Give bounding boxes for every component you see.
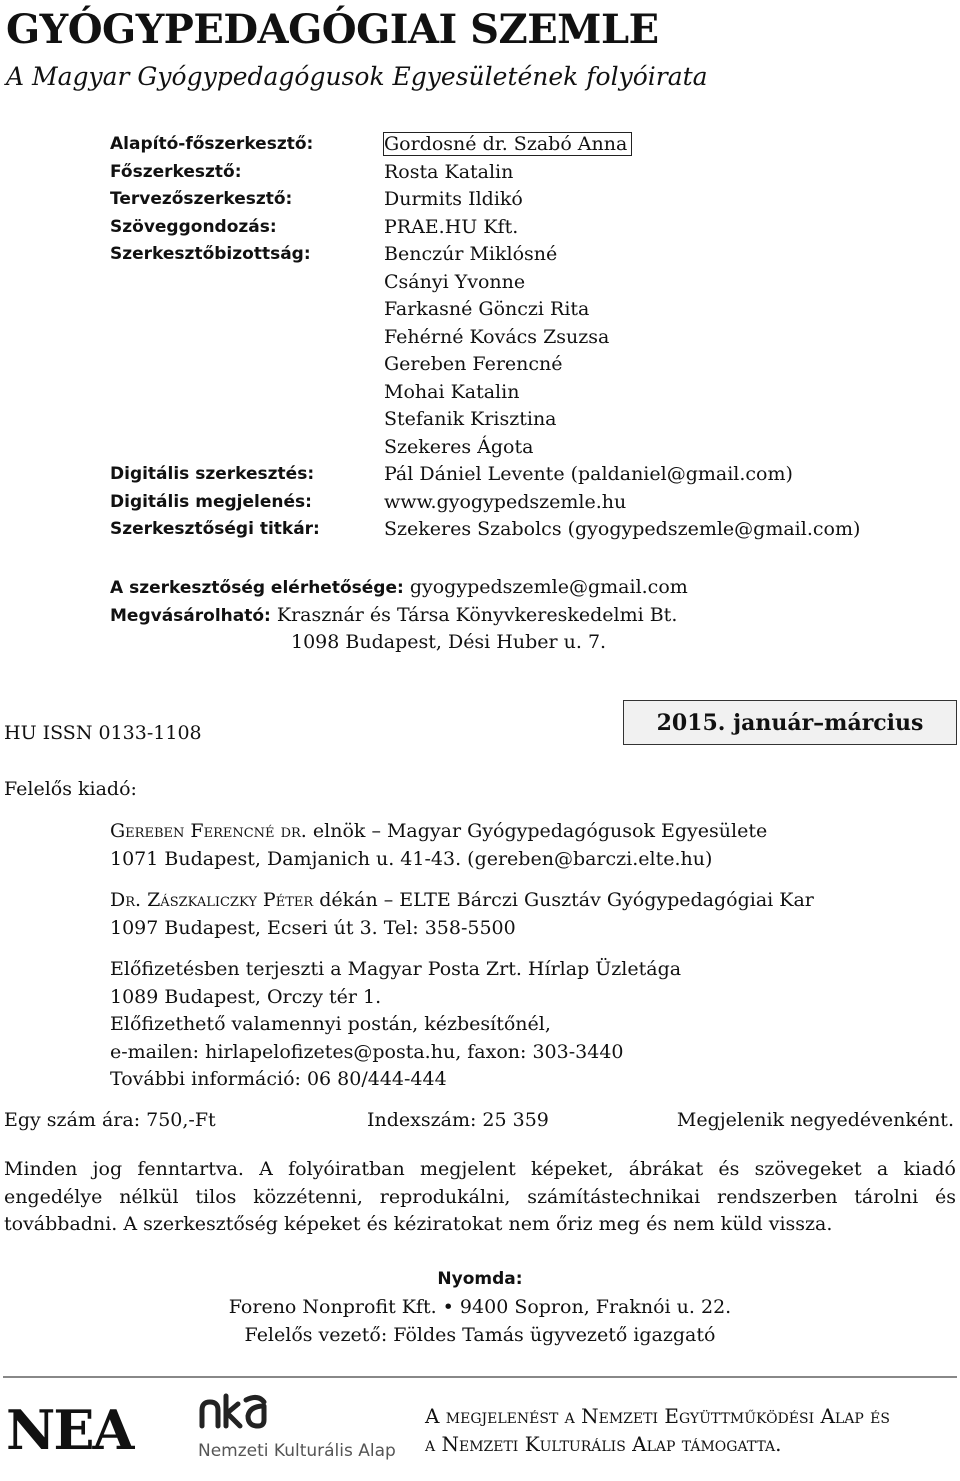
- publisher-1-role: elnök – Magyar Gyógypedagógusok Egyesülete: [312, 820, 768, 842]
- staff-values: [384, 131, 860, 544]
- staff-value: www.gyogypedszemle.hu: [384, 490, 627, 513]
- staff-label: Főszerkesztő:: [110, 161, 242, 182]
- price: Egy szám ára: 750,-Ft: [4, 1109, 216, 1131]
- journal-subtitle: A Magyar Gyógypedagógusok Egyesületének folyóirata: [6, 62, 708, 91]
- staff-label: Szöveggondozás:: [110, 216, 277, 237]
- nka-mark-icon: [202, 1396, 264, 1426]
- footer-divider: [3, 1376, 957, 1378]
- staff-value: Farkasné Gönczi Rita: [384, 298, 590, 320]
- staff-label: Digitális megjelenés:: [110, 491, 312, 512]
- staff-value: Benczúr Miklósné: [384, 243, 558, 265]
- staff-value: [384, 131, 860, 159]
- staff-label: [110, 406, 320, 434]
- publisher-label: Felelős kiadó:: [4, 778, 137, 800]
- publisher-2-role: dékán – ELTE Bárczi Gusztáv Gyógypedagógiai Kar: [319, 889, 814, 911]
- support-notice: [425, 1402, 890, 1458]
- printer-line: Foreno Nonprofit Kft. • 9400 Sopron, Fraknói u. 22.: [228, 1296, 732, 1318]
- founder-name-box: Gordosné dr. Szabó Anna: [384, 133, 631, 155]
- publisher-1-address: 1071 Budapest, Damjanich u. 41-43. (gereben@barczi.elte.hu): [110, 847, 713, 870]
- contact-buy-label: Megvásárolható:: [110, 605, 271, 626]
- publisher-1-name: Gereben Ferencné dr.: [110, 820, 307, 842]
- staff-value: Durmits Ildikó: [384, 188, 523, 210]
- nka-text: Nemzeti Kulturális Alap: [198, 1441, 396, 1461]
- journal-title: GYÓGYPEDAGÓGIAI SZEMLE: [6, 6, 659, 53]
- staff-label: Alapító-főszerkesztő:: [110, 134, 314, 154]
- printer-label: Nyomda:: [437, 1269, 523, 1289]
- support-line: a Nemzeti Kulturális Alap támogatta.: [425, 1432, 782, 1456]
- staff-value: Csányi Yvonne: [384, 270, 526, 293]
- staff-value: PRAE.HU Kft.: [384, 215, 519, 238]
- staff-label: Digitális szerkesztés:: [110, 464, 315, 484]
- distribution-line: 1089 Budapest, Orczy tér 1.: [110, 985, 382, 1008]
- staff-value: Szekeres Szabolcs (gyogypedszemle@gmail.com): [384, 518, 861, 540]
- printer-block: [0, 1265, 960, 1349]
- staff-label: Tervezőszerkesztő:: [110, 189, 293, 209]
- publishers-block: [110, 818, 814, 1094]
- staff-labels: [110, 131, 320, 544]
- nka-logo: [198, 1392, 418, 1462]
- staff-value: Szekeres Ágota: [384, 435, 534, 458]
- publisher-2-address: 1097 Budapest, Ecseri út 3. Tel: 358-5500: [110, 916, 516, 939]
- staff-label: [110, 324, 320, 352]
- staff-label: [110, 351, 320, 379]
- staff-label: Szerkesztőségi titkár:: [110, 519, 320, 539]
- contact-buy-address: 1098 Budapest, Dési Huber u. 7.: [291, 631, 607, 653]
- support-line: A megjelenést a Nemzeti Együttműködési Alap és: [425, 1404, 890, 1428]
- nea-logo: NEA: [6, 1398, 133, 1462]
- printer-line: Felelős vezető: Földes Tamás ügyvezető igazgató: [244, 1324, 716, 1346]
- frequency: Megjelenik negyedévenként.: [676, 1109, 954, 1131]
- staff-value: Gereben Ferencné: [384, 353, 563, 375]
- issn: HU ISSN 0133-1108: [4, 722, 202, 744]
- contact-email: gyogypedszemle@gmail.com: [409, 576, 688, 598]
- contact-reach-label: A szerkesztőség elérhetősége:: [110, 578, 404, 598]
- contact-block: [110, 574, 688, 657]
- contact-buy-value: Krasznár és Társa Könyvkereskedelmi Bt.: [276, 603, 678, 626]
- distribution-line: Előfizetésben terjeszti a Magyar Posta Zrt. Hírlap Üzletága: [110, 958, 682, 980]
- staff-value: Pál Dániel Levente (paldaniel@gmail.com): [384, 463, 793, 485]
- rights-notice: Minden jog fenntartva. A folyóiratban megjelent képeket, ábrákat és szövegeket a kiadó engedélye nélkül tilos közzétenni, reprodukálni, számítástechnikai rendszerben tárolni és továbbadni. A szerkesztőség képeket és kéziratokat nem őriz meg és nem küld vissza.: [4, 1158, 956, 1235]
- publisher-2-name: Dr. Zászkaliczky Péter: [110, 889, 314, 911]
- staff-label: Szerkesztőbizottság:: [110, 244, 311, 264]
- distribution-line: e-mailen: hirlapelofizetes@posta.hu, faxon: 303-3440: [110, 1040, 624, 1063]
- index-number: Indexszám: 25 359: [367, 1109, 549, 1131]
- issue-date-box: 2015. január–március: [623, 700, 957, 745]
- staff-value: Mohai Katalin: [384, 380, 520, 403]
- staff-value: Fehérné Kovács Zsuzsa: [384, 325, 610, 348]
- staff-label: [110, 269, 320, 297]
- staff-label: [110, 434, 320, 462]
- staff-label: [110, 379, 320, 407]
- distribution-line: További információ: 06 80/444-444: [110, 1068, 447, 1090]
- staff-value: Stefanik Krisztina: [384, 408, 557, 430]
- staff-label: [110, 296, 320, 324]
- staff-value: Rosta Katalin: [384, 160, 514, 183]
- distribution-line: Előfizethető valamennyi postán, kézbesítőnél,: [110, 1013, 551, 1035]
